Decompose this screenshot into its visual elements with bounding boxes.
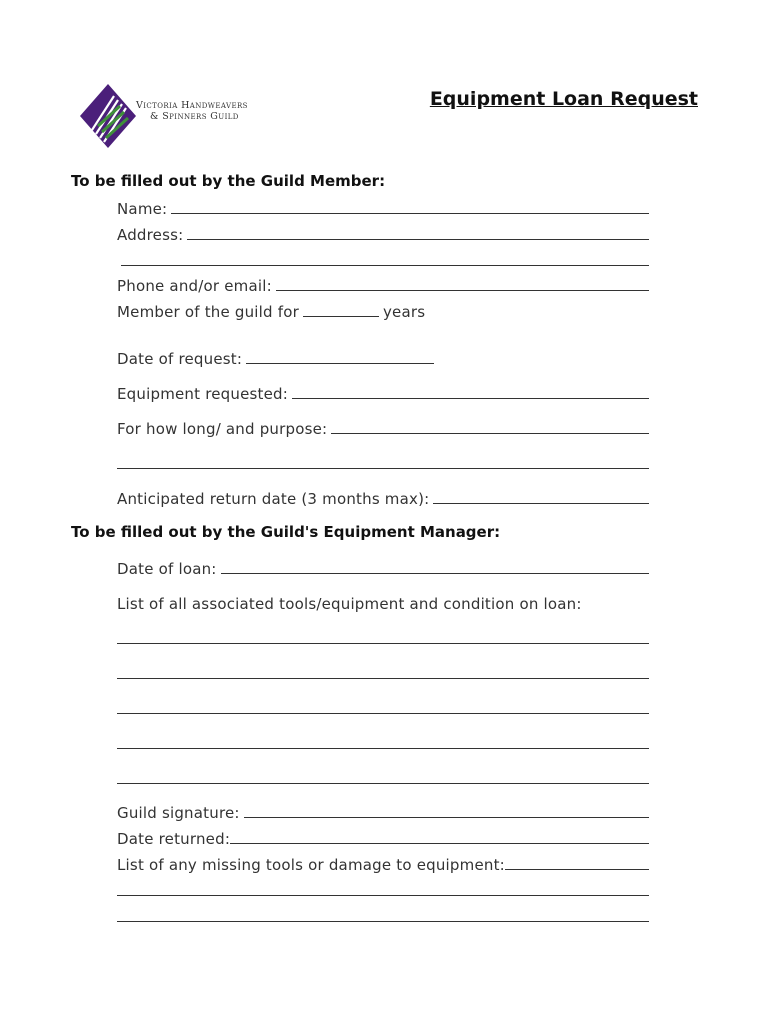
tools-list-line-5[interactable]	[117, 768, 649, 788]
guild-logo	[78, 82, 258, 150]
tools-list-heading-row	[117, 593, 649, 613]
tools-line[interactable]	[117, 783, 649, 784]
member-section-heading: To be filled out by the Guild Member:	[71, 172, 386, 190]
tools-list-line-1[interactable]	[117, 628, 649, 648]
return-date-field[interactable]	[117, 488, 649, 508]
date-returned-line[interactable]	[230, 843, 649, 844]
manager-section-heading: To be filled out by the Guild's Equipment Manager:	[71, 523, 501, 541]
address-continuation-line[interactable]	[121, 265, 649, 266]
equipment-requested-label: Equipment requested:	[117, 385, 289, 403]
page-title: Equipment Loan Request	[429, 88, 698, 110]
phone-email-field[interactable]	[117, 275, 649, 295]
logo-line-1: Victoria Handweavers	[136, 100, 248, 111]
tools-line[interactable]	[117, 713, 649, 714]
missing-tools-field[interactable]	[117, 854, 649, 874]
equipment-requested-line[interactable]	[292, 398, 649, 399]
tools-list-line-3[interactable]	[117, 698, 649, 718]
tools-list-line-2[interactable]	[117, 663, 649, 683]
member-years-line[interactable]	[303, 316, 379, 317]
purpose-continuation-line[interactable]	[117, 468, 649, 469]
address-label: Address:	[117, 226, 184, 244]
membership-years-field[interactable]	[117, 301, 425, 321]
how-long-purpose-line-2[interactable]	[117, 453, 649, 473]
missing-tools-line-3[interactable]	[117, 906, 649, 926]
missing-tools-label: List of any missing tools or damage to equipment:	[117, 856, 505, 874]
date-of-loan-field[interactable]	[117, 558, 649, 578]
date-of-request-line[interactable]	[246, 363, 434, 364]
missing-tools-line[interactable]	[505, 869, 649, 870]
guild-logo-text	[136, 100, 248, 122]
missing-tools-continuation-line[interactable]	[117, 895, 649, 896]
address-line[interactable]	[187, 239, 649, 240]
missing-tools-line-2[interactable]	[117, 880, 649, 900]
guild-signature-field[interactable]	[117, 802, 649, 822]
guild-signature-line[interactable]	[244, 817, 649, 818]
how-long-purpose-field[interactable]	[117, 418, 649, 438]
address-field[interactable]	[117, 224, 649, 244]
name-label: Name:	[117, 200, 168, 218]
logo-line-2: & Spinners Guild	[150, 111, 239, 122]
guild-signature-label: Guild signature:	[117, 804, 240, 822]
guild-logo-icon	[78, 82, 138, 150]
date-of-loan-label: Date of loan:	[117, 560, 217, 578]
date-returned-label: Date returned:	[117, 830, 231, 848]
tools-list-label: List of all associated tools/equipment and condition on loan:	[117, 595, 582, 613]
how-long-purpose-label: For how long/ and purpose:	[117, 420, 328, 438]
return-date-line[interactable]	[433, 503, 649, 504]
how-long-purpose-line[interactable]	[331, 433, 649, 434]
equipment-requested-field[interactable]	[117, 383, 649, 403]
name-field[interactable]	[117, 198, 649, 218]
date-of-request-label: Date of request:	[117, 350, 243, 368]
tools-list-line-4[interactable]	[117, 733, 649, 753]
tools-line[interactable]	[117, 678, 649, 679]
tools-line[interactable]	[117, 643, 649, 644]
date-of-request-field[interactable]	[117, 348, 434, 368]
tools-line[interactable]	[117, 748, 649, 749]
phone-email-line[interactable]	[276, 290, 649, 291]
date-of-loan-line[interactable]	[221, 573, 649, 574]
address-line-2[interactable]	[121, 250, 649, 270]
name-line[interactable]	[171, 213, 649, 214]
member-years-suffix: years	[382, 303, 426, 321]
date-returned-field[interactable]	[117, 828, 649, 848]
phone-email-label: Phone and/or email:	[117, 277, 272, 295]
return-date-label: Anticipated return date (3 months max):	[117, 490, 430, 508]
member-for-label: Member of the guild for	[117, 303, 299, 321]
missing-tools-continuation-line[interactable]	[117, 921, 649, 922]
